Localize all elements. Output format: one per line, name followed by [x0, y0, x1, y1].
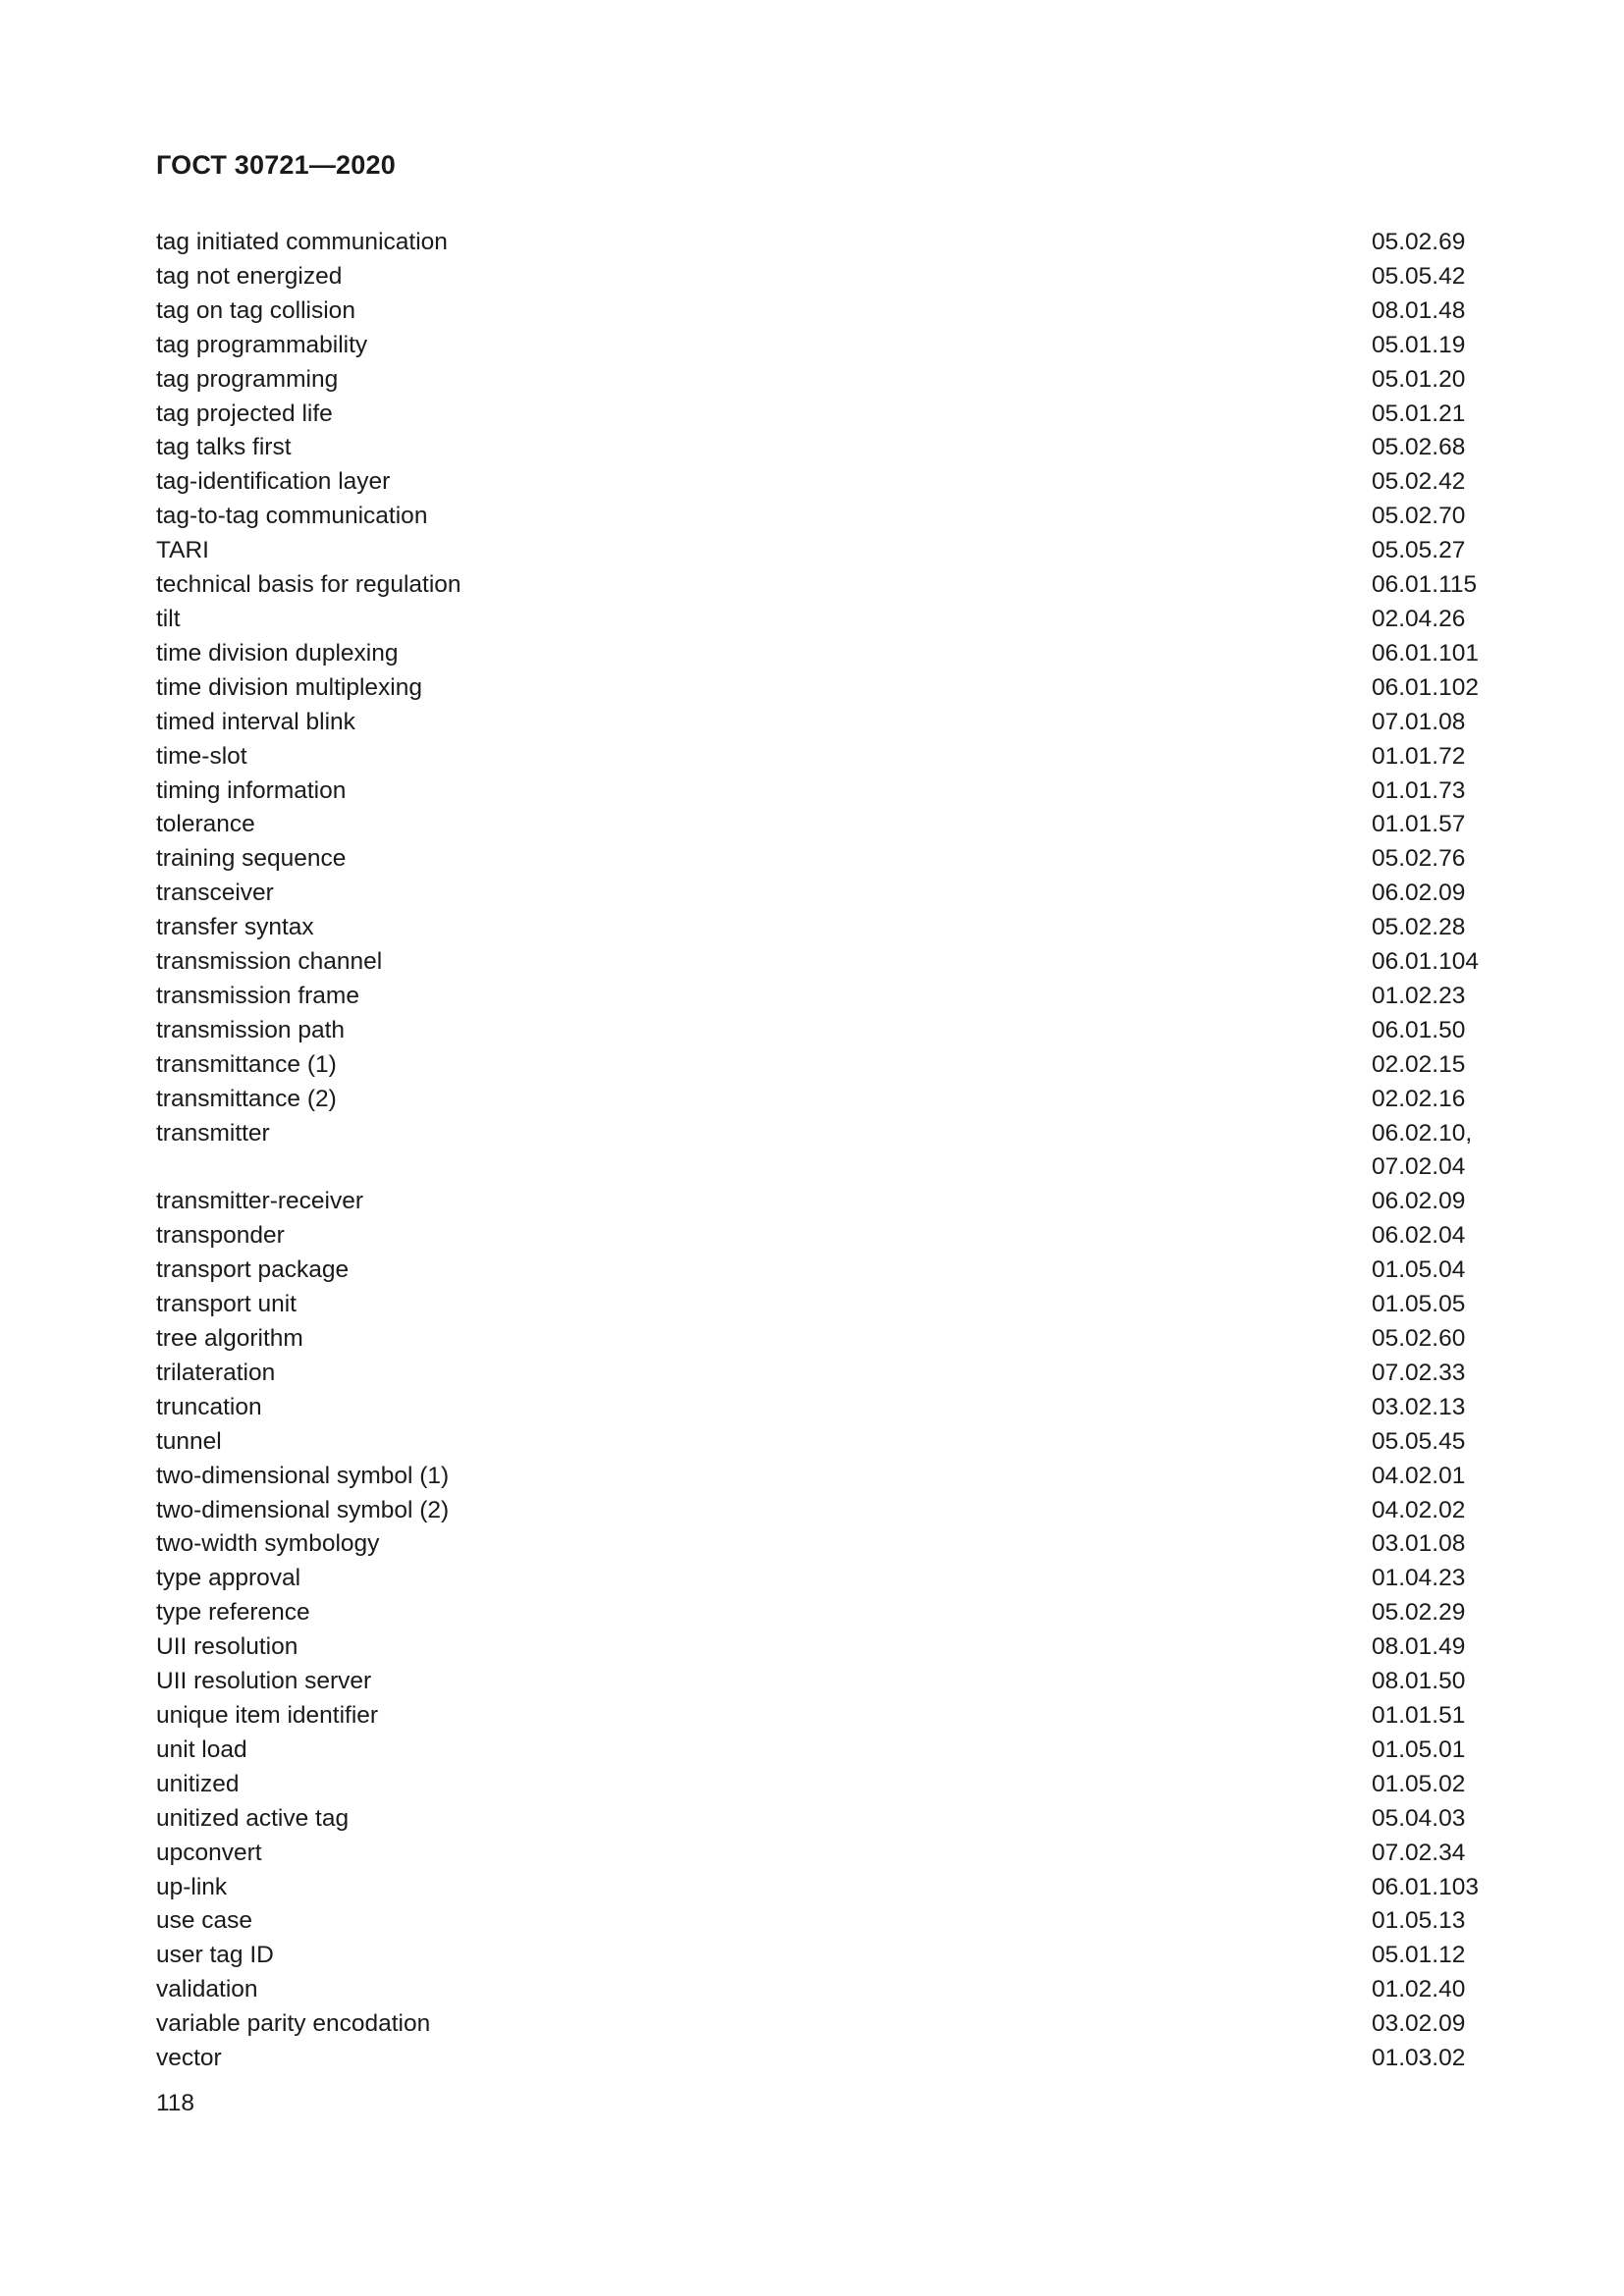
index-code: 05.05.45	[1372, 1427, 1466, 1455]
index-entry	[156, 329, 1482, 363]
index-entry	[156, 568, 1482, 603]
index-code: 07.02.34	[1372, 1839, 1466, 1866]
index-code: 08.01.50	[1372, 1668, 1466, 1695]
index-code: 01.01.51	[1372, 1701, 1466, 1729]
index-code: 05.02.68	[1372, 434, 1466, 461]
index-term: use case	[156, 1907, 253, 1935]
index-code-group	[1372, 1288, 1482, 1322]
index-code: 01.03.02	[1372, 2045, 1466, 2072]
index-code-group	[1372, 431, 1482, 465]
index-code-group	[1372, 980, 1482, 1014]
index-entry	[156, 1802, 1482, 1837]
index-entry	[156, 1527, 1482, 1562]
index-entry	[156, 260, 1482, 294]
index-term: tag initiated communication	[156, 229, 448, 255]
index-code-group	[1372, 1802, 1482, 1837]
index-term: transmittance (2)	[156, 1085, 337, 1112]
index-code-group	[1372, 1596, 1482, 1630]
index-code: 02.02.15	[1372, 1050, 1466, 1078]
index-code-group	[1372, 329, 1482, 363]
index-entry	[156, 1630, 1482, 1665]
index-term: tree algorithm	[156, 1325, 303, 1352]
index-term: tolerance	[156, 811, 255, 838]
index-entry	[156, 1014, 1482, 1048]
index-code: 01.05.04	[1372, 1256, 1466, 1284]
index-term: tag not energized	[156, 262, 343, 290]
index-code: 05.05.27	[1372, 537, 1466, 564]
index-term: trilateration	[156, 1359, 276, 1386]
index-term: transmission channel	[156, 948, 383, 976]
index-code: 02.02.16	[1372, 1085, 1466, 1112]
index-entry	[156, 842, 1482, 877]
index-term: transport unit	[156, 1291, 297, 1318]
index-term: transport package	[156, 1256, 350, 1284]
index-entry	[156, 808, 1482, 842]
index-code: 05.01.19	[1372, 331, 1466, 358]
index-term: upconvert	[156, 1839, 262, 1866]
index-entry	[156, 500, 1482, 534]
index-entry	[156, 740, 1482, 774]
index-term: tunnel	[156, 1427, 222, 1455]
index-entry	[156, 980, 1482, 1014]
index-term: tag talks first	[156, 434, 292, 461]
index-term: tag programmability	[156, 331, 368, 358]
index-term: TARI	[156, 537, 209, 564]
index-term: transponder	[156, 1222, 285, 1250]
index-entry	[156, 1460, 1482, 1494]
index-code: 05.02.76	[1372, 845, 1466, 873]
index-entry	[156, 877, 1482, 911]
index-term: training sequence	[156, 845, 347, 873]
index-term: transmitter-receiver	[156, 1188, 364, 1215]
index-entry	[156, 398, 1482, 432]
term-index-list	[156, 226, 1482, 2076]
index-term: type reference	[156, 1599, 310, 1627]
index-code-group	[1372, 1014, 1482, 1048]
index-code: 07.01.08	[1372, 708, 1466, 735]
index-entry	[156, 1665, 1482, 1699]
index-code-group	[1372, 1837, 1482, 1871]
index-term: time division duplexing	[156, 639, 399, 667]
index-code: 06.01.50	[1372, 1016, 1466, 1043]
index-term: timing information	[156, 776, 347, 804]
index-code-group	[1372, 774, 1482, 809]
index-entry	[156, 1871, 1482, 1905]
index-term: unique item identifier	[156, 1701, 379, 1729]
index-code: 03.01.08	[1372, 1530, 1466, 1558]
index-code: 08.01.49	[1372, 1633, 1466, 1661]
index-entry	[156, 1048, 1482, 1083]
index-code: 01.01.57	[1372, 811, 1466, 838]
index-term: technical basis for regulation	[156, 571, 461, 599]
index-code-group	[1372, 1734, 1482, 1768]
index-term: type approval	[156, 1565, 301, 1592]
index-code-group	[1372, 1185, 1482, 1219]
index-entry	[156, 465, 1482, 500]
index-code: 05.01.21	[1372, 400, 1466, 427]
index-entry	[156, 1254, 1482, 1288]
index-entry	[156, 774, 1482, 809]
index-entry	[156, 431, 1482, 465]
index-entry	[156, 1117, 1482, 1186]
index-code: 01.05.05	[1372, 1291, 1466, 1318]
index-code-group	[1372, 363, 1482, 398]
index-entry	[156, 1939, 1482, 1973]
index-entry	[156, 706, 1482, 740]
index-term: transfer syntax	[156, 914, 314, 941]
index-code: 01.04.23	[1372, 1565, 1466, 1592]
index-code: 07.02.33	[1372, 1359, 1466, 1386]
index-code: 06.02.09	[1372, 1188, 1466, 1215]
index-entry	[156, 1322, 1482, 1357]
index-code: 03.02.13	[1372, 1393, 1466, 1420]
index-term: UII resolution	[156, 1633, 298, 1661]
index-code-group	[1372, 1939, 1482, 1973]
index-code-group	[1372, 1699, 1482, 1734]
index-code: 01.01.73	[1372, 776, 1466, 804]
index-term: two-dimensional symbol (1)	[156, 1462, 450, 1489]
index-term: transmittance (1)	[156, 1050, 337, 1078]
index-entry	[156, 1699, 1482, 1734]
index-code-group	[1372, 877, 1482, 911]
index-code-group	[1372, 1768, 1482, 1802]
index-term: vector	[156, 2045, 222, 2072]
index-entry	[156, 226, 1482, 260]
index-code: 05.02.42	[1372, 468, 1466, 496]
index-term: unitized	[156, 1770, 240, 1797]
page-number: 118	[156, 2090, 195, 2116]
index-code: 05.01.12	[1372, 1942, 1466, 1969]
index-code-group	[1372, 671, 1482, 706]
index-code-group	[1372, 1527, 1482, 1562]
index-entry	[156, 603, 1482, 637]
index-entry	[156, 637, 1482, 671]
index-term: unitized active tag	[156, 1804, 350, 1832]
index-code: 05.02.70	[1372, 503, 1466, 530]
index-code-group	[1372, 1460, 1482, 1494]
index-code-group	[1372, 603, 1482, 637]
index-code-group	[1372, 398, 1482, 432]
index-code: 02.04.26	[1372, 605, 1466, 632]
index-entry	[156, 1357, 1482, 1391]
index-code-group	[1372, 1048, 1482, 1083]
index-entry	[156, 1425, 1482, 1460]
index-code-group	[1372, 2042, 1482, 2076]
page-header-standard-id: ГОСТ 30721—2020	[156, 150, 396, 180]
index-entry	[156, 534, 1482, 568]
index-code: 06.01.101	[1372, 639, 1479, 667]
index-code-group	[1372, 1871, 1482, 1905]
index-entry	[156, 1768, 1482, 1802]
index-code: 04.02.01	[1372, 1462, 1466, 1489]
index-code: 01.02.23	[1372, 982, 1466, 1009]
index-entry	[156, 1288, 1482, 1322]
index-code-group	[1372, 1083, 1482, 1117]
index-term: user tag ID	[156, 1942, 274, 1969]
index-entry	[156, 1562, 1482, 1596]
index-code-group	[1372, 1904, 1482, 1939]
index-code: 01.01.72	[1372, 742, 1466, 770]
index-entry	[156, 294, 1482, 329]
index-code-group	[1372, 1630, 1482, 1665]
index-code-group	[1372, 568, 1482, 603]
index-entry	[156, 1185, 1482, 1219]
index-code-group	[1372, 808, 1482, 842]
index-term: up-link	[156, 1873, 228, 1900]
index-code-group	[1372, 294, 1482, 329]
index-term: transmission path	[156, 1016, 346, 1043]
index-code-group	[1372, 1117, 1482, 1186]
index-entry	[156, 1219, 1482, 1254]
index-term: tag programming	[156, 365, 339, 393]
index-code: 05.01.20	[1372, 365, 1466, 393]
index-code-group	[1372, 1494, 1482, 1528]
index-code: 08.01.48	[1372, 296, 1466, 324]
index-term: UII resolution server	[156, 1668, 372, 1695]
index-entry	[156, 1837, 1482, 1871]
index-code-group	[1372, 842, 1482, 877]
index-code-group	[1372, 1322, 1482, 1357]
index-code: 06.01.102	[1372, 673, 1479, 701]
index-code-group	[1372, 2007, 1482, 2042]
index-term: tilt	[156, 605, 181, 632]
index-term: time division multiplexing	[156, 673, 422, 701]
index-term: two-width symbology	[156, 1530, 380, 1558]
index-code-group	[1372, 706, 1482, 740]
index-term: tag-identification layer	[156, 468, 391, 496]
index-term: transmitter	[156, 1119, 270, 1147]
index-code-group	[1372, 945, 1482, 980]
index-term: validation	[156, 1976, 258, 2003]
index-term: variable parity encodation	[156, 2010, 431, 2038]
index-code: 01.02.40	[1372, 1976, 1466, 2003]
index-code: 01.05.13	[1372, 1907, 1466, 1935]
index-term: unit load	[156, 1735, 247, 1763]
index-term: truncation	[156, 1393, 262, 1420]
index-entry	[156, 363, 1482, 398]
index-code-group	[1372, 1219, 1482, 1254]
index-code-group	[1372, 740, 1482, 774]
index-code-group	[1372, 226, 1482, 260]
index-code: 03.02.09	[1372, 2010, 1466, 2038]
index-term: transceiver	[156, 880, 274, 907]
index-entry	[156, 1596, 1482, 1630]
index-code-group	[1372, 465, 1482, 500]
index-code-group	[1372, 1562, 1482, 1596]
index-entry	[156, 1734, 1482, 1768]
index-code: 06.01.103	[1372, 1873, 1479, 1900]
index-entry	[156, 1083, 1482, 1117]
index-term: two-dimensional symbol (2)	[156, 1496, 450, 1523]
index-entry	[156, 1391, 1482, 1425]
index-term: transmission frame	[156, 982, 359, 1009]
index-code: 06.01.115	[1372, 571, 1478, 599]
index-code-group	[1372, 1254, 1482, 1288]
index-term: tag on tag collision	[156, 296, 355, 324]
index-code-group	[1372, 500, 1482, 534]
index-entry	[156, 1973, 1482, 2007]
index-code-group	[1372, 1391, 1482, 1425]
index-code: 05.04.03	[1372, 1804, 1466, 1832]
index-code: 06.02.04	[1372, 1222, 1466, 1250]
index-code: 01.05.01	[1372, 1735, 1466, 1763]
index-code: 01.05.02	[1372, 1770, 1466, 1797]
index-entry	[156, 2042, 1482, 2076]
index-entry	[156, 1904, 1482, 1939]
index-entry	[156, 911, 1482, 945]
index-code: 05.02.28	[1372, 914, 1466, 941]
index-code-group	[1372, 260, 1482, 294]
index-term: time-slot	[156, 742, 247, 770]
index-code-group	[1372, 1973, 1482, 2007]
index-code: 05.02.29	[1372, 1599, 1466, 1627]
index-code: 06.02.10,	[1372, 1119, 1473, 1147]
index-code: 05.02.69	[1372, 229, 1466, 255]
index-code: 04.02.02	[1372, 1496, 1466, 1523]
index-code: 06.01.104	[1372, 948, 1479, 976]
index-code: 06.02.09	[1372, 880, 1466, 907]
index-term: tag projected life	[156, 400, 333, 427]
index-entry	[156, 2007, 1482, 2042]
index-code-group	[1372, 637, 1482, 671]
index-code-group	[1372, 1425, 1482, 1460]
index-code-group	[1372, 1357, 1482, 1391]
index-entry	[156, 671, 1482, 706]
index-term: tag-to-tag communication	[156, 503, 428, 530]
index-code: 07.02.04	[1372, 1153, 1466, 1181]
index-code: 05.02.60	[1372, 1325, 1466, 1352]
index-code-group	[1372, 534, 1482, 568]
index-entry	[156, 945, 1482, 980]
index-code: 05.05.42	[1372, 262, 1466, 290]
index-code-group	[1372, 911, 1482, 945]
index-code-group	[1372, 1665, 1482, 1699]
index-term: timed interval blink	[156, 708, 355, 735]
index-entry	[156, 1494, 1482, 1528]
